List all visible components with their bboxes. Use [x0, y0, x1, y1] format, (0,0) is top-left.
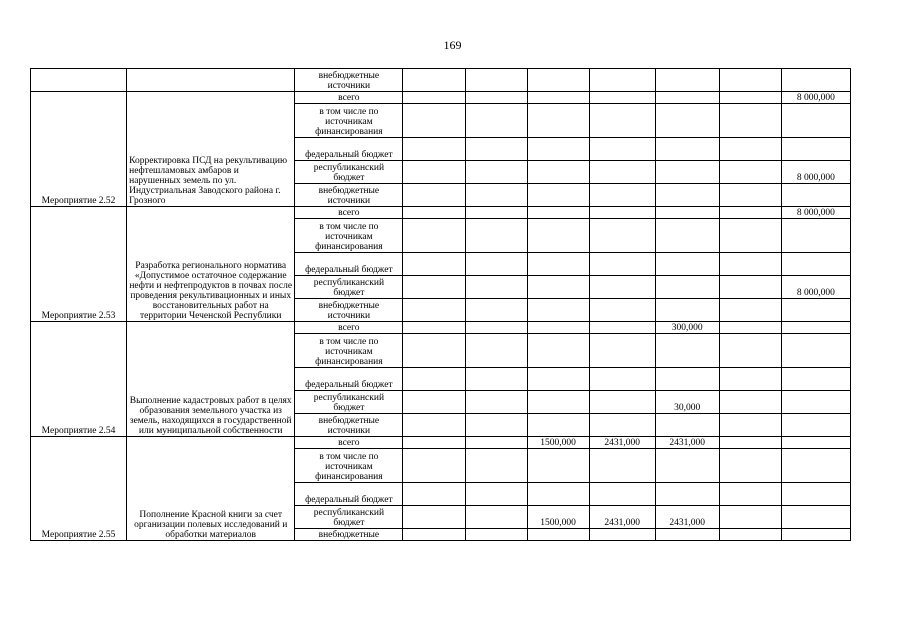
value-cell [465, 92, 527, 104]
empty-cell [719, 334, 781, 368]
empty-cell [781, 449, 850, 483]
value-cell: 1500,000 [527, 506, 589, 529]
measure-name: Разработка регионального норматива «Допустимое остаточное содержание нефти и нефтепродуктов в почвах после проведения рекультивационных и иных восстановительных работ на территории Чеченской Республики [127, 207, 295, 322]
value-cell: 8 000,000 [781, 207, 850, 219]
empty-cell [655, 253, 719, 276]
source-cell: федеральный бюджет [295, 368, 403, 391]
empty-cell [589, 138, 655, 161]
empty-cell [655, 449, 719, 483]
empty-cell [719, 138, 781, 161]
source-cell: республиканский бюджет [295, 276, 403, 299]
value-cell [589, 207, 655, 219]
source-cell: внебюджетные [295, 529, 403, 541]
value-cell [781, 391, 850, 414]
value-cell [719, 391, 781, 414]
source-cell: федеральный бюджет [295, 253, 403, 276]
value-cell: 2431,000 [589, 506, 655, 529]
value-cell [465, 161, 527, 184]
empty-cell [403, 138, 465, 161]
source-cell: федеральный бюджет [295, 138, 403, 161]
empty-cell [403, 334, 465, 368]
empty-cell [719, 299, 781, 322]
empty-cell [527, 253, 589, 276]
empty-cell [781, 253, 850, 276]
empty-cell [719, 449, 781, 483]
empty-cell [719, 219, 781, 253]
value-cell: 30,000 [655, 391, 719, 414]
empty-cell [589, 104, 655, 138]
empty-cell [781, 529, 850, 541]
value-cell [403, 506, 465, 529]
empty-cell [465, 529, 527, 541]
source-cell: республиканский бюджет [295, 391, 403, 414]
empty-cell [655, 104, 719, 138]
empty-cell [589, 483, 655, 506]
empty-cell [527, 69, 589, 92]
value-cell [403, 161, 465, 184]
empty-cell [465, 253, 527, 276]
empty-cell [655, 138, 719, 161]
measure-name: Пополнение Красной книги за счет организации полевых исследований и обработки материалов [127, 437, 295, 541]
empty-cell [403, 414, 465, 437]
value-cell [465, 207, 527, 219]
empty-cell [719, 483, 781, 506]
empty-cell [719, 414, 781, 437]
empty-cell [781, 184, 850, 207]
empty-cell [403, 253, 465, 276]
empty-cell [719, 184, 781, 207]
empty-cell [465, 184, 527, 207]
value-cell [719, 276, 781, 299]
value-cell [655, 276, 719, 299]
empty-cell [589, 69, 655, 92]
source-cell: всего [295, 322, 403, 334]
empty-cell [655, 219, 719, 253]
empty-cell [589, 219, 655, 253]
value-cell [527, 207, 589, 219]
empty-cell [781, 299, 850, 322]
value-cell [403, 207, 465, 219]
empty-cell [465, 449, 527, 483]
empty-cell [527, 529, 589, 541]
value-cell: 300,000 [655, 322, 719, 334]
source-cell: в том числе по источникам финансирования [295, 104, 403, 138]
empty-cell [719, 253, 781, 276]
table-body [31, 69, 851, 541]
empty-cell [719, 104, 781, 138]
empty-cell [465, 414, 527, 437]
value-cell: 2431,000 [655, 437, 719, 449]
measure-id: Мероприятие 2.55 [31, 437, 127, 541]
measure-id: Мероприятие 2.52 [31, 92, 127, 207]
value-cell [719, 437, 781, 449]
source-cell: в том числе по источникам финансирования [295, 334, 403, 368]
value-cell [781, 506, 850, 529]
empty-cell [719, 69, 781, 92]
source-cell: всего [295, 207, 403, 219]
value-cell [527, 322, 589, 334]
source-cell: федеральный бюджет [295, 483, 403, 506]
source-cell: в том числе по источникам финансирования [295, 449, 403, 483]
empty-cell [781, 483, 850, 506]
value-cell [719, 92, 781, 104]
empty-cell [465, 368, 527, 391]
empty-cell [781, 104, 850, 138]
empty-cell [403, 104, 465, 138]
empty-cell [719, 529, 781, 541]
empty-cell [527, 368, 589, 391]
value-cell [589, 276, 655, 299]
source-cell: в том числе по источникам финансирования [295, 219, 403, 253]
empty-cell [527, 414, 589, 437]
empty-cell [527, 449, 589, 483]
source-cell: всего [295, 92, 403, 104]
source-cell: республиканский бюджет [295, 161, 403, 184]
value-cell: 1500,000 [527, 437, 589, 449]
page-number: 169 [443, 38, 462, 52]
empty-cell [403, 368, 465, 391]
empty-cell [589, 449, 655, 483]
empty-cell [655, 184, 719, 207]
empty-cell [403, 299, 465, 322]
empty-cell [527, 138, 589, 161]
table-row [31, 437, 851, 449]
empty-cell [403, 184, 465, 207]
value-cell [719, 322, 781, 334]
empty-cell [589, 184, 655, 207]
empty-cell [31, 69, 127, 92]
value-cell: 2431,000 [589, 437, 655, 449]
empty-cell [781, 414, 850, 437]
value-cell [589, 391, 655, 414]
empty-cell [527, 184, 589, 207]
empty-cell [781, 219, 850, 253]
source-cell: внебюджетные источники [295, 184, 403, 207]
empty-cell [589, 253, 655, 276]
measure-name: Корректировка ПСД на рекультивацию нефтешламовых амбаров и нарушенных земель по ул. Индустриальная Заводского района г. Грозного [127, 92, 295, 207]
source-cell: внебюджетные источники [295, 414, 403, 437]
value-cell [465, 276, 527, 299]
value-cell [589, 322, 655, 334]
empty-cell [655, 69, 719, 92]
table-row [31, 92, 851, 104]
value-cell [465, 506, 527, 529]
value-cell [781, 437, 850, 449]
empty-cell [527, 334, 589, 368]
value-cell [589, 92, 655, 104]
empty-cell [403, 483, 465, 506]
empty-cell [589, 414, 655, 437]
value-cell [655, 207, 719, 219]
value-cell [527, 391, 589, 414]
value-cell [403, 276, 465, 299]
value-cell [403, 322, 465, 334]
value-cell: 2431,000 [655, 506, 719, 529]
value-cell [465, 322, 527, 334]
value-cell [719, 506, 781, 529]
empty-cell [655, 529, 719, 541]
empty-cell [527, 104, 589, 138]
empty-cell [781, 138, 850, 161]
value-cell: 8 000,000 [781, 161, 850, 184]
empty-cell [719, 368, 781, 391]
value-cell [403, 391, 465, 414]
empty-cell [589, 334, 655, 368]
empty-cell [465, 299, 527, 322]
value-cell [465, 391, 527, 414]
value-cell [781, 322, 850, 334]
empty-cell [589, 368, 655, 391]
empty-cell [781, 69, 850, 92]
empty-cell [589, 529, 655, 541]
empty-cell [589, 299, 655, 322]
empty-cell [781, 334, 850, 368]
value-cell: 8 000,000 [781, 276, 850, 299]
empty-cell [465, 483, 527, 506]
empty-cell [465, 69, 527, 92]
empty-cell [527, 219, 589, 253]
measure-id: Мероприятие 2.53 [31, 207, 127, 322]
empty-cell [465, 334, 527, 368]
source-cell: республиканский бюджет [295, 506, 403, 529]
funding-table [30, 68, 851, 541]
value-cell [527, 92, 589, 104]
value-cell [719, 207, 781, 219]
empty-cell [403, 69, 465, 92]
empty-cell [781, 368, 850, 391]
value-cell [589, 161, 655, 184]
empty-cell [655, 368, 719, 391]
value-cell [719, 161, 781, 184]
empty-cell [465, 138, 527, 161]
measure-id: Мероприятие 2.54 [31, 322, 127, 437]
source-cell: внебюджетные источники [295, 69, 403, 92]
empty-cell [403, 529, 465, 541]
empty-cell [655, 299, 719, 322]
value-cell [403, 92, 465, 104]
empty-cell [655, 483, 719, 506]
value-cell [527, 161, 589, 184]
empty-cell [127, 69, 295, 92]
value-cell: 8 000,000 [781, 92, 850, 104]
empty-cell [465, 219, 527, 253]
value-cell [465, 437, 527, 449]
value-cell [655, 92, 719, 104]
empty-cell [403, 449, 465, 483]
empty-cell [465, 104, 527, 138]
value-cell [527, 276, 589, 299]
value-cell [403, 437, 465, 449]
empty-cell [527, 299, 589, 322]
table-row [31, 69, 851, 92]
value-cell [655, 161, 719, 184]
empty-cell [655, 334, 719, 368]
empty-cell [527, 483, 589, 506]
table-row [31, 207, 851, 219]
table-row [31, 322, 851, 334]
empty-cell [655, 414, 719, 437]
source-cell: внебюджетные источники [295, 299, 403, 322]
empty-cell [403, 219, 465, 253]
measure-name: Выполнение кадастровых работ в целях образования земельного участка из земель, находящихся в государственной или муниципальной собственности [127, 322, 295, 437]
source-cell: всего [295, 437, 403, 449]
